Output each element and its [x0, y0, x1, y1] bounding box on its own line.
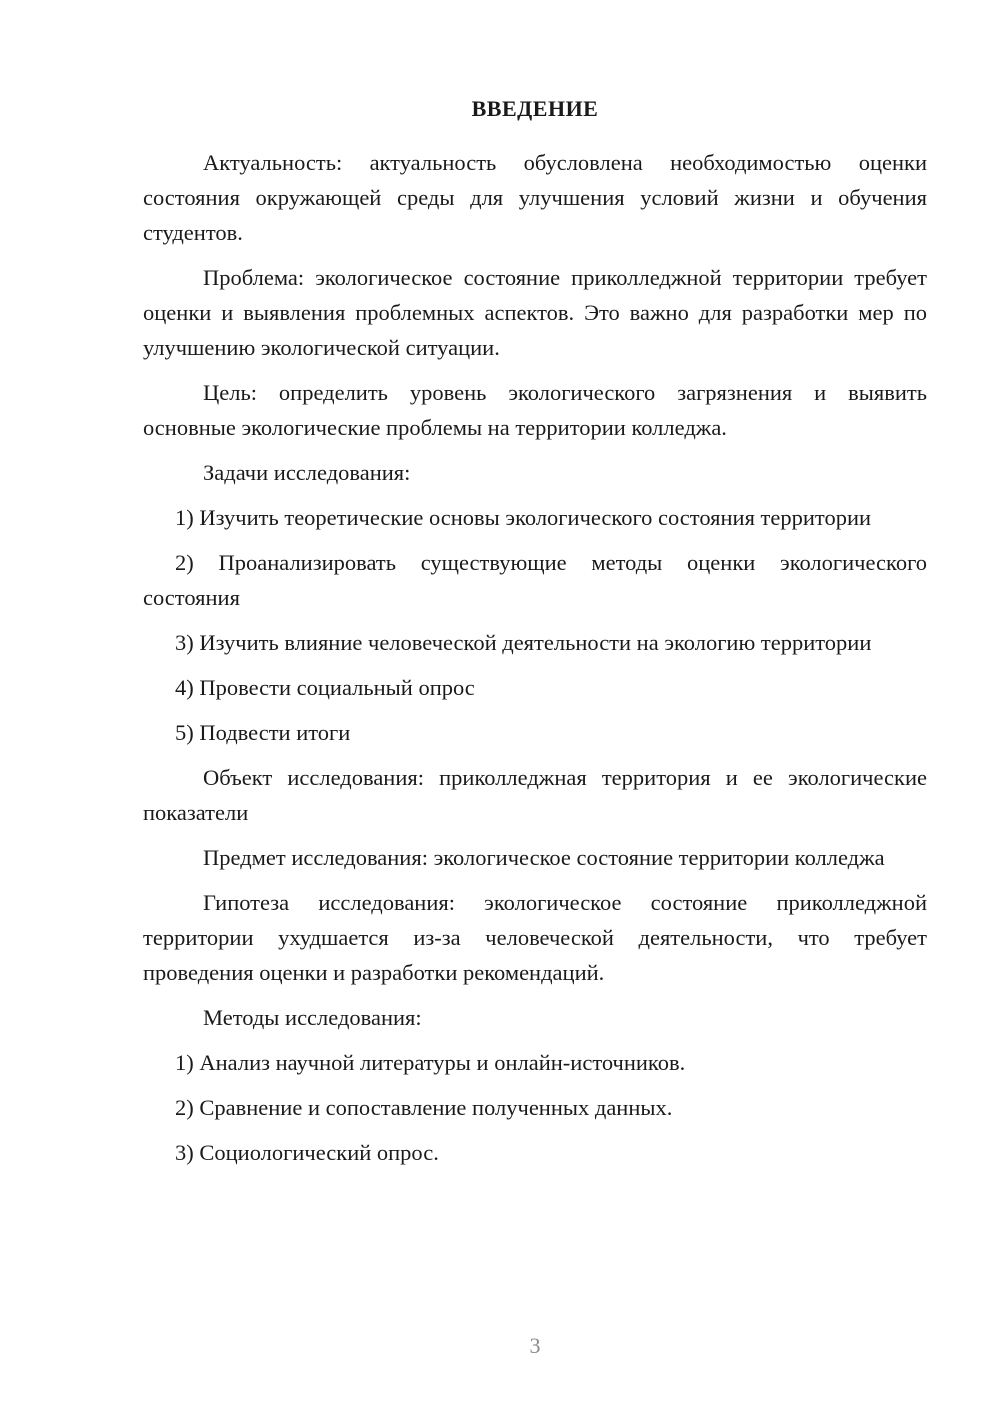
task-item-2: 2) Проанализировать существующие методы оценки экологического состояния — [143, 550, 927, 610]
task-item-5: 5) Подвести итоги — [175, 720, 351, 745]
paragraph-problem: Проблема: экологическое состояние приколледжной территории требует оценки и выявления проблемных аспектов. Это важно для разработки мер по улучшению экологической ситуации. — [143, 265, 927, 360]
document-body — [143, 145, 927, 1180]
task-item-1: 1) Изучить теоретические основы экологического состояния территории — [175, 505, 872, 530]
paragraph-goal: Цель: определить уровень экологического загрязнения и выявить основные экологические проблемы на территории колледжа. — [143, 380, 927, 440]
method-item-2: 2) Сравнение и сопоставление полученных данных. — [175, 1095, 673, 1120]
page-number: 3 — [529, 1333, 541, 1358]
task-item-3: 3) Изучить влияние человеческой деятельности на экологию территории — [175, 630, 872, 655]
paragraph-subject: Предмет исследования: экологическое состояние территории колледжа — [203, 845, 885, 870]
method-item-3: 3) Социологический опрос. — [175, 1140, 439, 1165]
paragraph-relevance: Актуальность: актуальность обусловлена необходимостью оценки состояния окружающей среды для улучшения условий жизни и обучения студентов. — [143, 150, 927, 245]
paragraph-hypothesis: Гипотеза исследования: экологическое состояние приколледжной территории ухудшается из-за человеческой деятельности, что требует проведения оценки и разработки рекомендаций. — [143, 890, 927, 985]
task-item-4: 4) Провести социальный опрос — [175, 675, 475, 700]
method-item-1: 1) Анализ научной литературы и онлайн-источников. — [175, 1050, 686, 1075]
paragraph-methods-heading: Методы исследования: — [203, 1005, 422, 1030]
page-heading: ВВЕДЕНИЕ — [471, 96, 599, 121]
paragraph-tasks-heading: Задачи исследования: — [203, 460, 411, 485]
paragraph-object: Объект исследования: приколледжная территория и ее экологические показатели — [143, 765, 927, 825]
